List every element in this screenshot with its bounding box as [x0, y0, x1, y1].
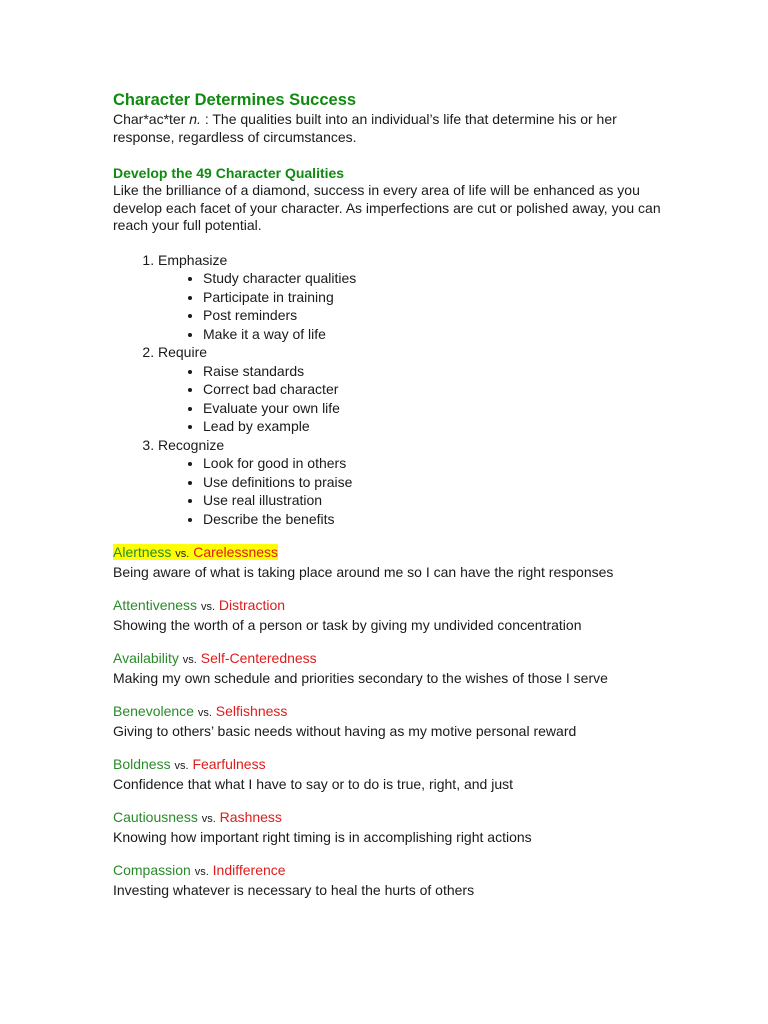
step-subitem: • Lead by example — [203, 417, 673, 436]
quality-description: Being aware of what is taking place around me so I can have the right responses — [113, 564, 614, 580]
step-subitem: • Correct bad character — [203, 380, 673, 399]
quality-good: Attentiveness — [113, 597, 198, 613]
quality-bad: Selfishness — [215, 703, 288, 719]
step-subitem: • Participate in training — [203, 288, 673, 307]
quality-entry — [113, 862, 673, 899]
step-label: Emphasize — [158, 251, 228, 268]
quality-pair — [113, 544, 673, 563]
section-subtitle: Develop the 49 Character Qualities — [113, 165, 345, 181]
step-subitem: • Study character qualities — [203, 269, 673, 288]
step-subitem: • Evaluate your own life — [203, 399, 673, 418]
quality-pair — [113, 862, 673, 881]
steps-list — [113, 251, 673, 529]
quality-good: Boldness — [113, 756, 171, 772]
qualities-list — [113, 544, 673, 899]
definition — [113, 110, 673, 146]
step-label: Require — [158, 344, 208, 360]
vs-label: vs. — [197, 707, 212, 719]
quality-entry — [113, 650, 673, 687]
definition-pos: n. — [189, 111, 201, 127]
step-subitem: • Raise standards — [203, 362, 673, 381]
quality-bad: Self-Centeredness — [200, 650, 317, 666]
document-page — [113, 90, 673, 899]
quality-bad: Fearfulness — [192, 756, 266, 772]
quality-pair — [113, 756, 673, 775]
quality-pair — [113, 703, 673, 722]
quality-description: Giving to others’ basic needs without having as my motive personal reward — [113, 723, 577, 739]
vs-label: vs. — [200, 601, 216, 613]
quality-entry — [113, 809, 673, 846]
step-subitem: • Use definitions to praise — [203, 473, 673, 492]
quality-entry — [113, 756, 673, 793]
step-sublist — [158, 362, 673, 436]
quality-entry — [113, 703, 673, 740]
step-item — [158, 343, 673, 436]
vs-label: vs. — [201, 813, 216, 825]
quality-good: Availability — [113, 650, 179, 666]
step-subitem: • Use real illustration — [203, 491, 673, 510]
step-subitem: • Post reminders — [203, 306, 673, 325]
quality-entry — [113, 597, 673, 634]
quality-bad: Rashness — [219, 809, 282, 825]
step-label: Recognize — [158, 436, 225, 453]
step-subitem: • Describe the benefits — [203, 510, 673, 529]
vs-label: vs. — [175, 548, 190, 560]
quality-bad: Distraction — [218, 597, 286, 613]
quality-description: Showing the worth of a person or task by giving my undivided concentration — [113, 617, 582, 633]
quality-good: Compassion — [113, 862, 191, 878]
intro-paragraph: Like the brilliance of a diamond, success in every area of life will be enhanced as you develop each facet of your character. As imperfections are cut or polished away, you can reach your full potential. — [113, 182, 661, 233]
quality-description: Making my own schedule and priorities secondary to the wishes of those I serve — [113, 670, 608, 686]
quality-good: Alertness — [113, 544, 172, 560]
vs-label: vs. — [182, 654, 197, 666]
step-sublist — [158, 269, 673, 343]
quality-good: Benevolence — [113, 703, 194, 719]
quality-pair — [113, 809, 673, 828]
step-sublist — [158, 454, 673, 528]
vs-label: vs. — [174, 760, 189, 772]
quality-good: Cautiousness — [113, 809, 198, 825]
quality-bad: Carelessness — [193, 544, 279, 560]
step-item — [158, 251, 673, 344]
quality-entry — [113, 544, 673, 581]
quality-pair — [113, 597, 673, 616]
quality-description: Knowing how important right timing is in accomplishing right actions — [113, 829, 532, 845]
step-subitem: • Look for good in others — [203, 454, 673, 473]
definition-term: Char*ac*ter — [113, 111, 190, 127]
quality-description: Confidence that what I have to say or to do is true, right, and just — [113, 776, 514, 792]
step-subitem: • Make it a way of life — [203, 325, 673, 344]
page-title: Character Determines Success — [113, 91, 357, 109]
step-item — [158, 436, 673, 529]
quality-pair — [113, 650, 673, 669]
quality-bad: Indifference — [212, 862, 286, 878]
vs-label: vs. — [194, 866, 209, 878]
definition-text: : The qualities built into an individual’s life that determine his or her response, regardless of circumstances. — [113, 111, 617, 145]
quality-description: Investing whatever is necessary to heal the hurts of others — [113, 882, 475, 898]
